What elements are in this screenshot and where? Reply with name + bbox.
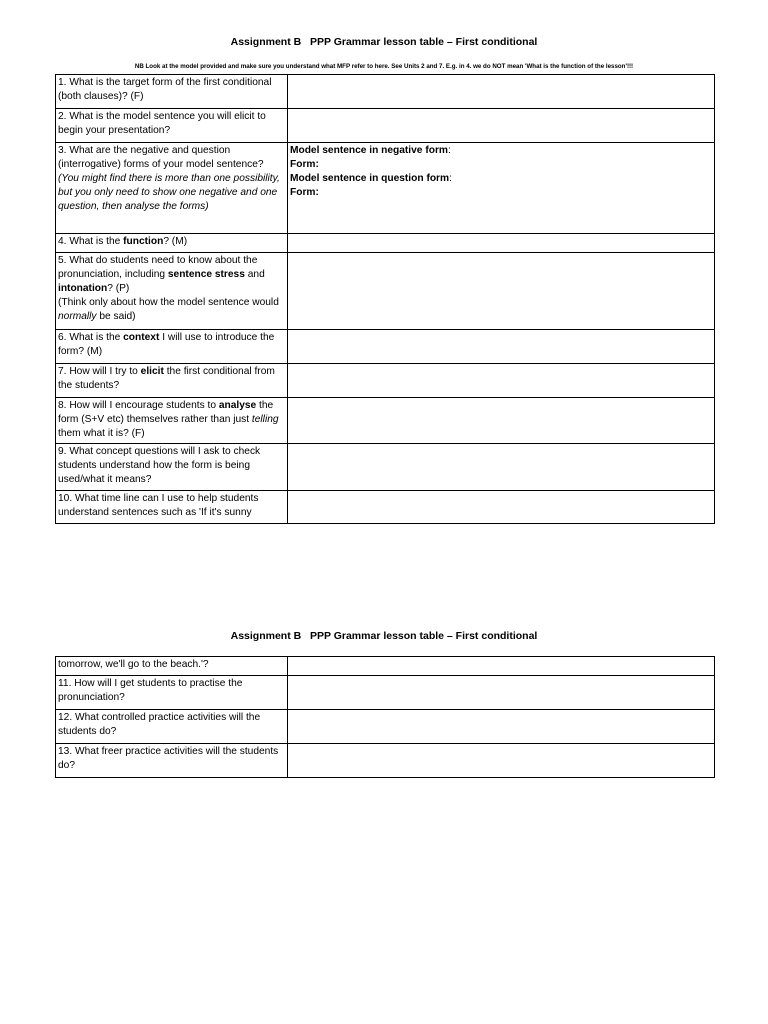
negative-form-line: Model sentence in negative form: — [290, 145, 451, 156]
question-cell-8: 8. How will I encourage students to analyse the form (S+V etc) themselves rather than just telling them what it is? (F) — [56, 398, 288, 444]
instruction-note: NB Look at the model provided and make sure you understand what MFP refer to here. See Units 2 and 7. E.g. in 4. we do NOT mean 'What is the function of the lesson'!!! — [134, 63, 634, 70]
table-row — [56, 234, 715, 253]
answer-cell-12[interactable] — [288, 710, 715, 744]
table-row — [56, 657, 715, 676]
answer-cell-9[interactable] — [288, 444, 715, 491]
answer-cell-13[interactable] — [288, 744, 715, 778]
table-row — [56, 710, 715, 744]
question-cell-5: 5. What do students need to know about the pronunciation, including sentence stress and intonation? (P) (Think only about how the model sentence would normally be said) — [56, 253, 288, 330]
page-title: Assignment B PPP Grammar lesson table – First conditional — [230, 36, 538, 48]
answer-cell-8[interactable] — [288, 398, 715, 444]
answer-cell-11[interactable] — [288, 676, 715, 710]
question-cell-12: 12. What controlled practice activities will the students do? — [56, 710, 288, 744]
table-row — [56, 109, 715, 143]
answer-cell-2[interactable] — [288, 109, 715, 143]
question-cell-7: 7. How will I try to elicit the first conditional from the students? — [56, 364, 288, 398]
table-row — [56, 491, 715, 524]
answer-cell-4[interactable] — [288, 234, 715, 253]
answer-cell-1[interactable] — [288, 75, 715, 109]
table-row — [56, 143, 715, 234]
table-row — [56, 253, 715, 330]
answer-cell-6[interactable] — [288, 330, 715, 364]
answer-cell-5[interactable] — [288, 253, 715, 330]
question-cell-13: 13. What freer practice activities will the students do? — [56, 744, 288, 778]
answer-cell-10[interactable] — [288, 491, 715, 524]
answer-cell-7[interactable] — [288, 364, 715, 398]
question-form-line: Model sentence in question form: — [290, 173, 452, 184]
answer-cell-3[interactable] — [288, 143, 715, 234]
table-row — [56, 676, 715, 710]
lesson-table-page-2 — [55, 656, 715, 778]
question-cell-1: 1. What is the target form of the first conditional (both clauses)? (F) — [56, 75, 288, 109]
question-cell-6: 6. What is the context I will use to introduce the form? (M) — [56, 330, 288, 364]
question-cell-2: 2. What is the model sentence you will elicit to begin your presentation? — [56, 109, 288, 143]
form-label-1: Form: — [290, 159, 319, 170]
table-row — [56, 364, 715, 398]
question-cell-10: 10. What time line can I use to help students understand sentences such as 'If it's sunny — [56, 491, 288, 524]
table-row — [56, 330, 715, 364]
table-row — [56, 744, 715, 778]
table-row — [56, 398, 715, 444]
answer-cell-10-continued[interactable] — [288, 657, 715, 676]
table-row — [56, 444, 715, 491]
question-hint: (You might find there is more than one possibility, but you only need to show one negative and one question, then analyse the forms) — [58, 173, 280, 212]
question-cell-3: 3. What are the negative and question (interrogative) forms of your model sentence? (You might find there is more than one possibility, but you only need to show one negative and one question, then analyse the forms) — [56, 143, 288, 234]
question-cell-11: 11. How will I get students to practise the pronunciation? — [56, 676, 288, 710]
question-cell-9: 9. What concept questions will I ask to check students understand how the form is being used/what it means? — [56, 444, 288, 491]
page-title-2: Assignment B PPP Grammar lesson table – First conditional — [230, 630, 538, 642]
question-cell-4: 4. What is the function? (M) — [56, 234, 288, 253]
question-cell-10-continued: tomorrow, we'll go to the beach.'? — [56, 657, 288, 676]
lesson-table-page-1 — [55, 74, 715, 524]
table-row — [56, 75, 715, 109]
form-label-2: Form: — [290, 187, 319, 198]
